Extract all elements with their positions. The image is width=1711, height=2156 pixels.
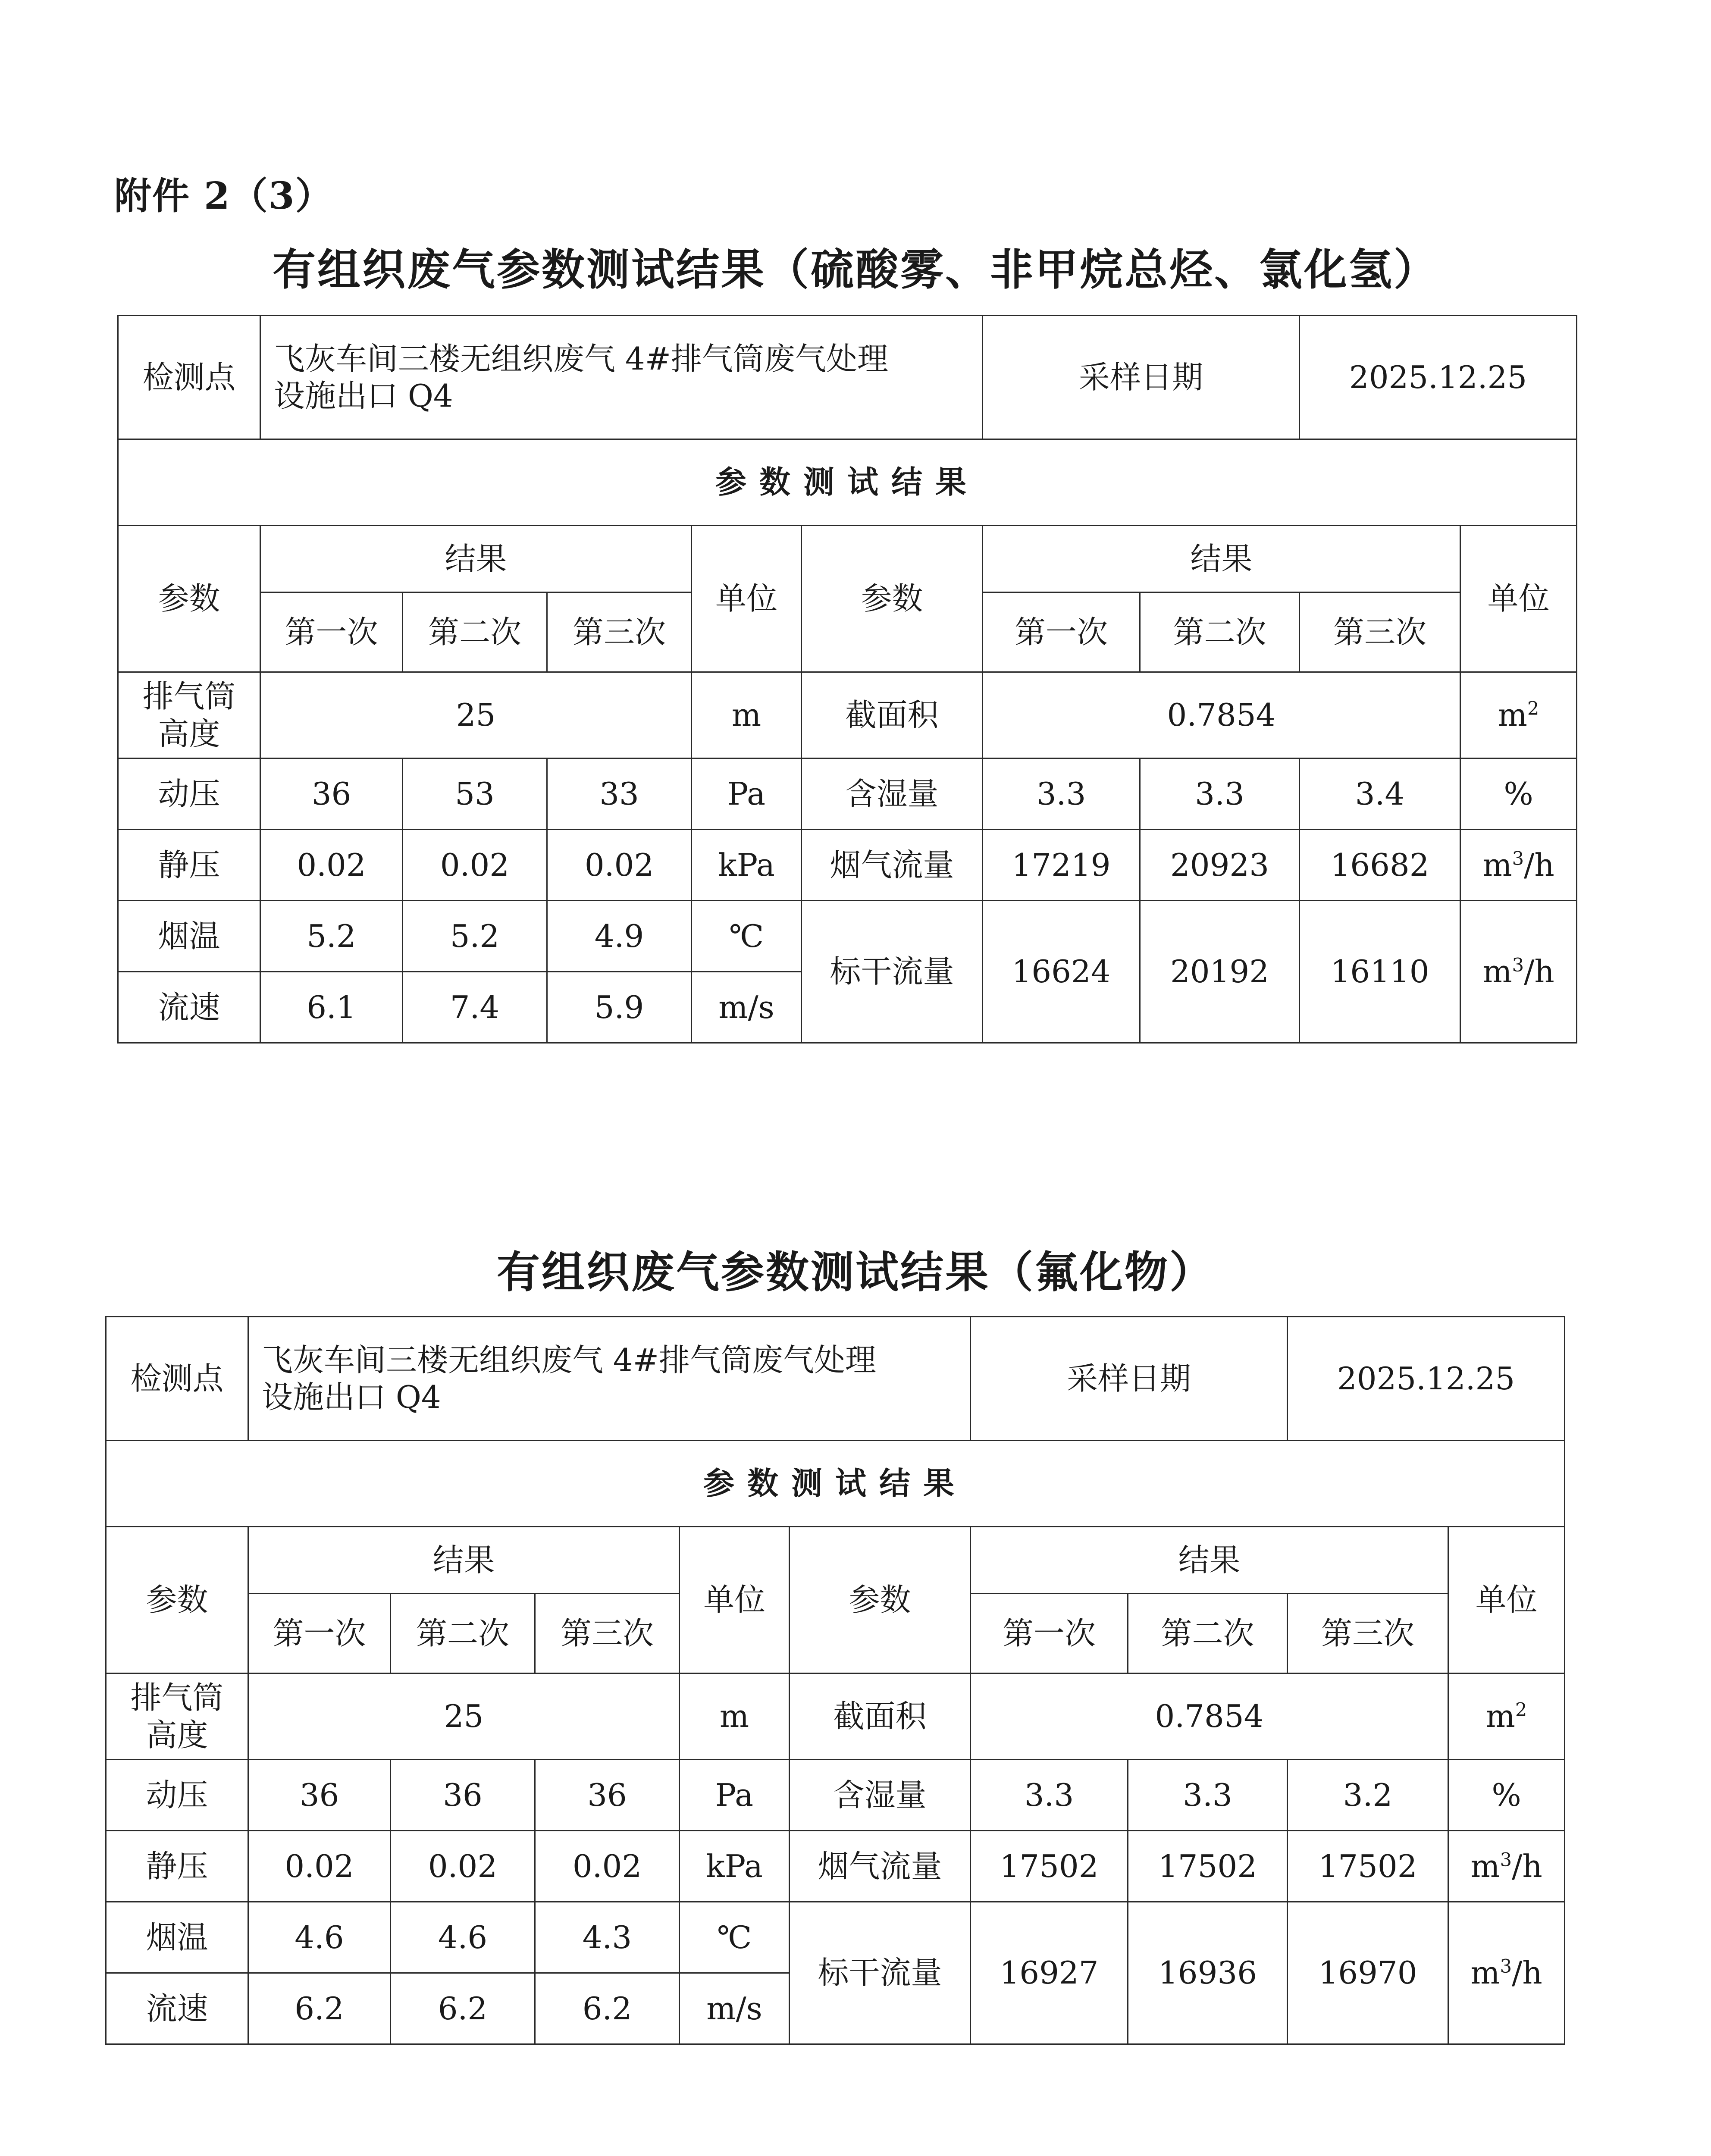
location-label: 检测点 [118, 316, 260, 439]
velocity-3: 5.9 [547, 972, 692, 1043]
table-row [106, 1673, 1565, 1760]
std-dry-flow-1: 16624 [983, 901, 1140, 1043]
section-header-row [106, 1441, 1565, 1527]
dynamic-pressure-2: 53 [403, 758, 547, 830]
dynamic-pressure-1: 36 [260, 758, 403, 830]
static-pressure-2: 0.02 [403, 830, 547, 901]
section-header: 参数测试结果 [106, 1441, 1565, 1527]
std-unit-tail: /h [1512, 1955, 1542, 1991]
first-run-header-left: 第一次 [248, 1594, 391, 1673]
location-line-2: 设施出口 Q4 [274, 378, 453, 414]
dynamic-pressure-label: 动压 [118, 758, 260, 830]
stack-height-label-line-1: 排气筒 [130, 1680, 224, 1716]
std-dry-flow-label: 标干流量 [790, 1902, 971, 2044]
moisture-2: 3.3 [1140, 758, 1300, 830]
sampling-date-value: 2025.12.25 [1288, 1317, 1565, 1441]
third-run-header-left: 第三次 [535, 1594, 680, 1673]
static-pressure-3: 0.02 [547, 830, 692, 901]
flue-gas-flow-3: 16682 [1300, 830, 1460, 901]
area-value: 0.7854 [983, 672, 1460, 758]
flow-unit-base: m [1470, 1848, 1500, 1884]
table-row [118, 672, 1577, 758]
sampling-date-label: 采样日期 [971, 1317, 1288, 1441]
stack-height-value: 25 [248, 1673, 680, 1760]
table-row [106, 1760, 1565, 1831]
result-header-right: 结果 [971, 1527, 1448, 1594]
second-run-header-right: 第二次 [1140, 592, 1300, 672]
second-run-header-left: 第二次 [391, 1594, 535, 1673]
std-unit-exp: 3 [1500, 1956, 1512, 1978]
area-unit [1460, 672, 1577, 758]
location-row [118, 316, 1577, 439]
velocity-1: 6.2 [248, 1973, 391, 2044]
moisture-label: 含湿量 [802, 758, 983, 830]
area-unit-exp: 2 [1527, 698, 1539, 720]
area-unit-base: m [1485, 1698, 1515, 1735]
first-run-header-left: 第一次 [260, 592, 403, 672]
flue-temp-2: 5.2 [403, 901, 547, 972]
moisture-unit: % [1448, 1760, 1565, 1831]
std-dry-flow-label: 标干流量 [802, 901, 983, 1043]
area-unit [1448, 1673, 1565, 1760]
dynamic-pressure-2: 36 [391, 1760, 535, 1831]
third-run-header-right: 第三次 [1300, 592, 1460, 672]
parameter-table-2 [105, 1316, 1565, 2045]
flue-gas-flow-unit [1448, 1831, 1565, 1902]
attachment-label: 附件 2（3） [114, 174, 333, 218]
result-header-left: 结果 [248, 1527, 680, 1594]
location-row [106, 1317, 1565, 1441]
location-line-1: 飞灰车间三楼无组织废气 4#排气筒废气处理 [274, 340, 889, 377]
flue-temp-1: 5.2 [260, 901, 403, 972]
sampling-date-label: 采样日期 [983, 316, 1300, 439]
std-dry-flow-1: 16927 [971, 1902, 1128, 2044]
static-pressure-unit: kPa [680, 1831, 790, 1902]
dynamic-pressure-unit: Pa [680, 1760, 790, 1831]
flue-temp-3: 4.9 [547, 901, 692, 972]
velocity-2: 6.2 [391, 1973, 535, 2044]
stack-height-label [118, 672, 260, 758]
flow-unit-base: m [1482, 846, 1512, 883]
dynamic-pressure-label: 动压 [106, 1760, 248, 1831]
location-value [260, 316, 983, 439]
flue-temp-unit: ℃ [680, 1902, 790, 1973]
static-pressure-3: 0.02 [535, 1831, 680, 1902]
third-run-header-left: 第三次 [547, 592, 692, 672]
third-run-header-right: 第三次 [1288, 1594, 1448, 1673]
unit-header-right: 单位 [1460, 526, 1577, 672]
param-header-right: 参数 [802, 526, 983, 672]
velocity-unit: m/s [692, 972, 802, 1043]
result-header-left: 结果 [260, 526, 692, 592]
area-unit-exp: 2 [1515, 1699, 1527, 1721]
table-row [118, 758, 1577, 830]
param-header-left: 参数 [118, 526, 260, 672]
param-header-left: 参数 [106, 1527, 248, 1673]
dynamic-pressure-3: 36 [535, 1760, 680, 1831]
static-pressure-2: 0.02 [391, 1831, 535, 1902]
column-header-row [118, 526, 1577, 592]
static-pressure-1: 0.02 [248, 1831, 391, 1902]
moisture-1: 3.3 [983, 758, 1140, 830]
velocity-label: 流速 [118, 972, 260, 1043]
area-value: 0.7854 [971, 1673, 1448, 1760]
flue-gas-flow-1: 17502 [971, 1831, 1128, 1902]
std-dry-flow-unit [1448, 1902, 1565, 2044]
sampling-date-value: 2025.12.25 [1300, 316, 1577, 439]
column-header-row [106, 1527, 1565, 1594]
first-run-header-right: 第一次 [971, 1594, 1128, 1673]
table-1-title: 有组织废气参数测试结果（硫酸雾、非甲烷总烃、氯化氢） [273, 244, 1438, 295]
flow-unit-exp: 3 [1500, 1849, 1512, 1871]
static-pressure-unit: kPa [692, 830, 802, 901]
stack-height-unit: m [680, 1673, 790, 1760]
flue-temp-1: 4.6 [248, 1902, 391, 1973]
second-run-header-right: 第二次 [1128, 1594, 1288, 1673]
std-dry-flow-3: 16970 [1288, 1902, 1448, 2044]
table-row [118, 901, 1577, 972]
unit-header-right: 单位 [1448, 1527, 1565, 1673]
velocity-2: 7.4 [403, 972, 547, 1043]
dynamic-pressure-unit: Pa [692, 758, 802, 830]
velocity-1: 6.1 [260, 972, 403, 1043]
flue-temp-label: 烟温 [118, 901, 260, 972]
moisture-label: 含湿量 [790, 1760, 971, 1831]
param-header-right: 参数 [790, 1527, 971, 1673]
flue-gas-flow-2: 20923 [1140, 830, 1300, 901]
flue-gas-flow-1: 17219 [983, 830, 1140, 901]
std-unit-base: m [1470, 1955, 1500, 1991]
flue-temp-2: 4.6 [391, 1902, 535, 1973]
flue-temp-unit: ℃ [692, 901, 802, 972]
table-row [106, 1902, 1565, 1973]
flow-unit-exp: 3 [1512, 848, 1524, 870]
std-unit-exp: 3 [1512, 955, 1524, 977]
moisture-2: 3.3 [1128, 1760, 1288, 1831]
section-header-row [118, 439, 1577, 526]
flue-gas-flow-unit [1460, 830, 1577, 901]
flow-unit-tail: /h [1524, 846, 1554, 883]
stack-height-value: 25 [260, 672, 692, 758]
first-run-header-right: 第一次 [983, 592, 1140, 672]
static-pressure-1: 0.02 [260, 830, 403, 901]
flow-unit-tail: /h [1512, 1848, 1542, 1884]
static-pressure-label: 静压 [118, 830, 260, 901]
location-label: 检测点 [106, 1317, 248, 1441]
unit-header-left: 单位 [680, 1527, 790, 1673]
location-value [248, 1317, 971, 1441]
std-dry-flow-2: 20192 [1140, 901, 1300, 1043]
table-row [118, 830, 1577, 901]
flue-gas-flow-2: 17502 [1128, 1831, 1288, 1902]
area-label: 截面积 [790, 1673, 971, 1760]
moisture-unit: % [1460, 758, 1577, 830]
area-unit-base: m [1498, 697, 1527, 733]
velocity-unit: m/s [680, 1973, 790, 2044]
velocity-label: 流速 [106, 1973, 248, 2044]
std-unit-base: m [1482, 953, 1512, 990]
flue-gas-flow-label: 烟气流量 [790, 1831, 971, 1902]
dynamic-pressure-3: 33 [547, 758, 692, 830]
result-header-right: 结果 [983, 526, 1460, 592]
flue-gas-flow-3: 17502 [1288, 1831, 1448, 1902]
flue-temp-label: 烟温 [106, 1902, 248, 1973]
second-run-header-left: 第二次 [403, 592, 547, 672]
stack-height-label-line-2: 高度 [146, 1717, 208, 1753]
moisture-3: 3.4 [1300, 758, 1460, 830]
flue-temp-3: 4.3 [535, 1902, 680, 1973]
area-label: 截面积 [802, 672, 983, 758]
table-2-title: 有组织废气参数测试结果（氟化物） [497, 1247, 1214, 1297]
location-line-2: 设施出口 Q4 [262, 1379, 441, 1415]
section-header: 参数测试结果 [118, 439, 1577, 526]
flue-gas-flow-label: 烟气流量 [802, 830, 983, 901]
table-row [106, 1831, 1565, 1902]
std-unit-tail: /h [1524, 953, 1554, 990]
parameter-table-1 [117, 315, 1577, 1044]
std-dry-flow-unit [1460, 901, 1577, 1043]
moisture-3: 3.2 [1288, 1760, 1448, 1831]
stack-height-label-line-2: 高度 [158, 715, 220, 752]
dynamic-pressure-1: 36 [248, 1760, 391, 1831]
static-pressure-label: 静压 [106, 1831, 248, 1902]
moisture-1: 3.3 [971, 1760, 1128, 1831]
unit-header-left: 单位 [692, 526, 802, 672]
std-dry-flow-2: 16936 [1128, 1902, 1288, 2044]
velocity-3: 6.2 [535, 1973, 680, 2044]
stack-height-unit: m [692, 672, 802, 758]
stack-height-label [106, 1673, 248, 1760]
location-line-1: 飞灰车间三楼无组织废气 4#排气筒废气处理 [262, 1341, 877, 1378]
stack-height-label-line-1: 排气筒 [142, 678, 236, 715]
std-dry-flow-3: 16110 [1300, 901, 1460, 1043]
